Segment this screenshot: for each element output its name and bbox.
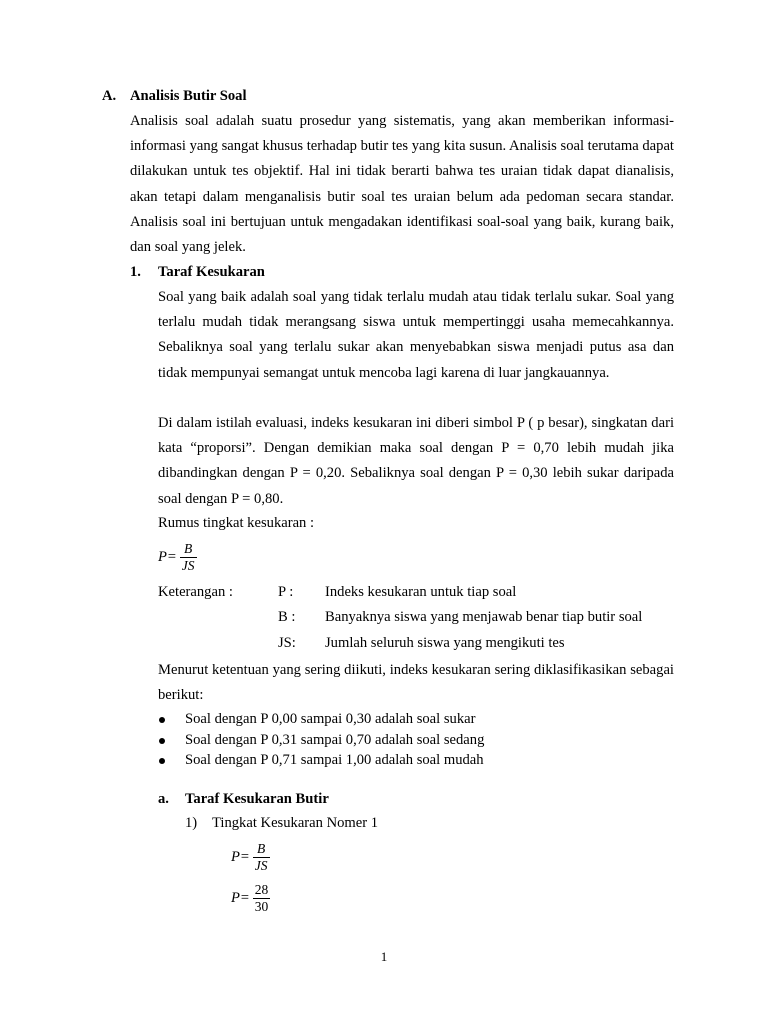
bullet-icon <box>159 717 165 723</box>
formula-item-1-values <box>231 882 270 915</box>
formula-lhs: P= <box>158 549 177 565</box>
list-item-text: Soal dengan P 0,00 sampai 0,30 adalah soal sukar <box>185 711 476 727</box>
formula-fraction <box>180 541 197 574</box>
legend-label: Keterangan : <box>158 584 233 600</box>
legend-symbol-js: JS: <box>278 635 296 651</box>
formula-numerator: B <box>257 841 266 856</box>
subsection-marker: 1. <box>130 264 141 280</box>
subsection-paragraph-1-text: Soal yang baik adalah soal yang tidak terlalu mudah atau tidak terlalu sukar. Soal yang terlalu mudah tidak merangsang siswa untuk mempertinggi usaha memecahkannya. Sebaliknya soal yang terlalu sukar akan menyebabkan siswa menjadi putus asa dan tidak mempunyai semangat untuk mencoba lagi karena di luar jangkauannya. <box>158 289 674 381</box>
page-number: 1 <box>380 949 388 964</box>
legend-symbol-p: P : <box>278 584 294 600</box>
formula-lhs: P= <box>231 849 250 865</box>
formula-difficulty <box>158 541 197 574</box>
formula-denominator: 30 <box>254 899 269 914</box>
formula-denominator: JS <box>254 858 268 873</box>
section-title: Analisis Butir Soal <box>130 88 247 104</box>
legend-symbol-b: B : <box>278 609 296 625</box>
legend-desc-js: Jumlah seluruh siswa yang mengikuti tes <box>325 635 565 651</box>
list-item-text: Soal dengan P 0,71 sampai 1,00 adalah soal mudah <box>185 752 484 768</box>
subsection-paragraph-1 <box>158 285 674 386</box>
bullet-icon <box>159 738 165 744</box>
formula-fraction <box>253 841 270 874</box>
section-marker: A. <box>102 88 117 104</box>
section-paragraph-text: Analisis soal adalah suatu prosedur yang sistematis, yang akan memberikan informasi-informasi yang sangat khusus terhadap butir tes yang kita susun. Analisis soal terutama dapat dilakukan untuk tes objektif. Hal ini tidak berarti bahwa tes uraian tidak dapat dianalisis, akan tetapi dalam menganalisis butir soal tes uraian belum ada pedoman secara standar. Analisis soal ini bertujuan untuk mengadakan identifikasi soal-soal yang baik, kurang baik, dan soal yang jelek. <box>130 113 674 256</box>
subsection-title: Taraf Kesukaran <box>158 264 265 280</box>
subsubsection-title: Taraf Kesukaran Butir <box>185 791 329 807</box>
subsection-paragraph-2 <box>158 411 674 512</box>
bullet-icon <box>159 758 165 764</box>
item-title: Tingkat Kesukaran Nomer 1 <box>212 815 379 831</box>
legend-desc-b: Banyaknya siswa yang menjawab benar tiap butir soal <box>325 609 643 625</box>
formula-denominator: JS <box>181 558 195 573</box>
formula-intro: Rumus tingkat kesukaran : <box>158 515 315 531</box>
legend-desc-p: Indeks kesukaran untuk tiap soal <box>325 584 517 600</box>
formula-lhs: P= <box>231 890 250 906</box>
classification-intro-text: Menurut ketentuan yang sering diikuti, indeks kesukaran sering diklasifikasikan sebagai berikut: <box>158 662 674 704</box>
item-marker: 1) <box>185 815 198 831</box>
subsection-paragraph-2-text: Di dalam istilah evaluasi, indeks kesukaran ini diberi simbol P ( p besar), singkatan dari kata “proporsi”. Dengan demikian maka soal dengan P = 0,70 lebih mudah jika dibandingkan dengan P = 0,20. Sebaliknya soal dengan P = 0,30 lebih sukar daripada soal dengan P = 0,80. <box>158 415 674 507</box>
list-item-text: Soal dengan P 0,31 sampai 0,70 adalah soal sedang <box>185 732 485 748</box>
formula-fraction <box>253 882 271 915</box>
section-paragraph <box>130 109 674 260</box>
formula-item-1 <box>231 841 270 874</box>
formula-numerator: B <box>184 541 193 556</box>
subsubsection-marker: a. <box>158 791 169 807</box>
formula-numerator: 28 <box>254 882 269 897</box>
classification-intro <box>158 658 674 708</box>
